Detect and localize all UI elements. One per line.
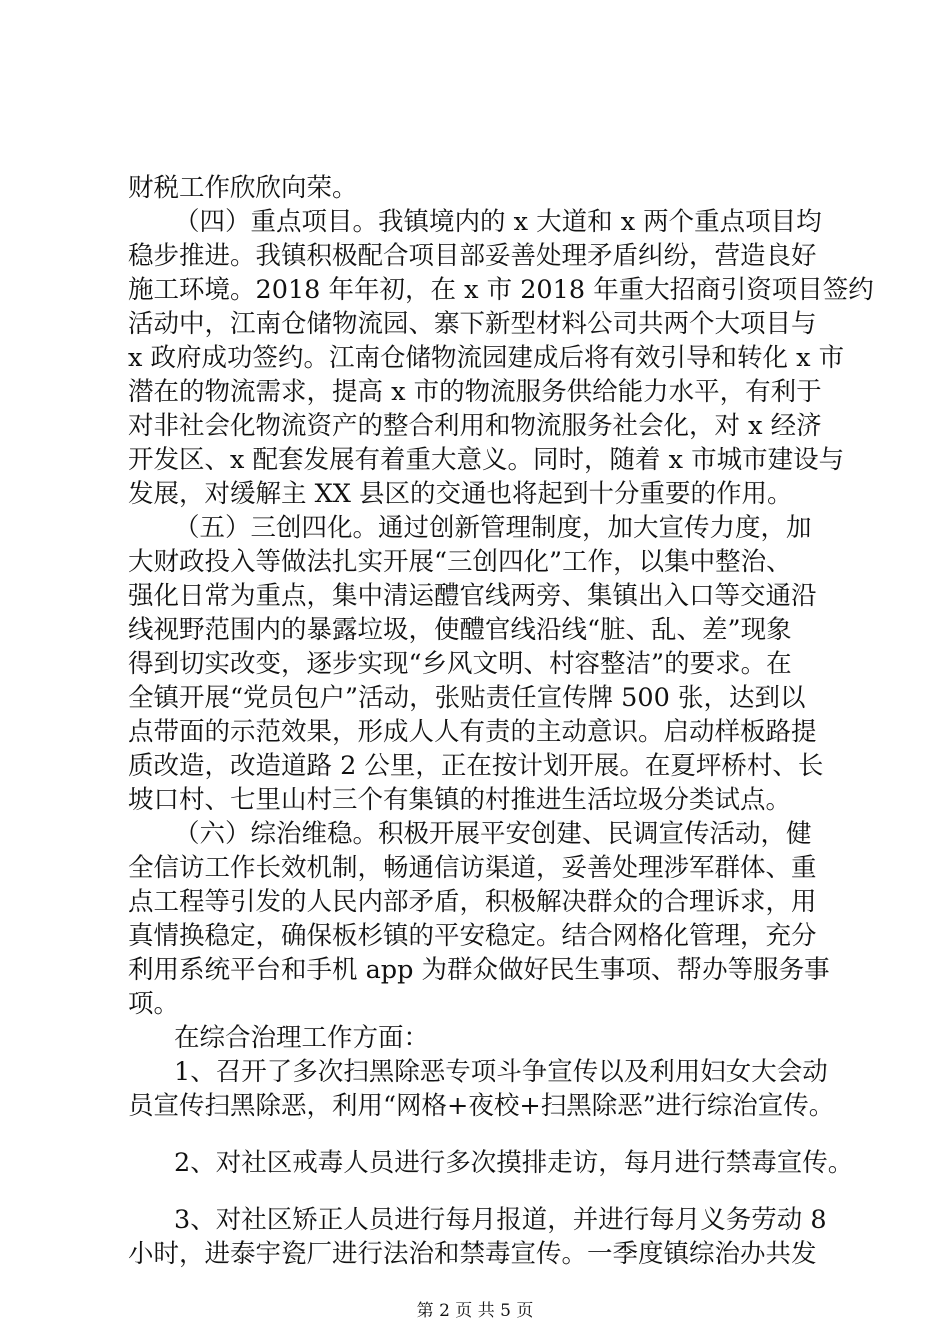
text-line: 线视野范围内的暴露垃圾，使醴官线沿线“脏、乱、差”现象 <box>128 615 792 645</box>
text-line: 利用系统平台和手机 app 为群众做好民生事项、帮办等服务事 <box>128 955 830 985</box>
text-line: 坡口村、七里山村三个有集镇的村推进生活垃圾分类试点。 <box>128 785 792 815</box>
text-line: 项。 <box>128 989 180 1019</box>
text-line: 质改造，改造道路 2 公里，正在按计划开展。在夏坪桥村、长 <box>128 751 824 781</box>
text-line: 潜在的物流需求，提高 x 市的物流服务供给能力水平，有利于 <box>128 377 822 407</box>
text-line: 点工程等引发的人民内部矛盾，积极解决群众的合理诉求，用 <box>128 887 817 917</box>
text-line: （五）三创四化。通过创新管理制度，加大宣传力度，加 <box>174 513 812 543</box>
text-line: 财税工作欣欣向荣。 <box>128 173 358 203</box>
text-line: 全信访工作长效机制，畅通信访渠道，妥善处理涉军群体、重 <box>128 853 817 883</box>
text-line: 2、对社区戒毒人员进行多次摸排走访，每月进行禁毒宣传。 <box>174 1148 854 1178</box>
text-line: 稳步推进。我镇积极配合项目部妥善处理矛盾纠纷，营造良好 <box>128 241 817 271</box>
text-line: 强化日常为重点，集中清运醴官线两旁、集镇出入口等交通沿 <box>128 581 817 611</box>
text-line: 1、召开了多次扫黑除恶专项斗争宣传以及利用妇女大会动 <box>174 1057 828 1087</box>
text-line: 点带面的示范效果，形成人人有责的主动意识。启动样板路提 <box>128 717 817 747</box>
text-line: 得到切实改变，逐步实现“乡风文明、村容整洁”的要求。在 <box>128 649 792 679</box>
text-line: （六）综治维稳。积极开展平安创建、民调宣传活动，健 <box>174 819 812 849</box>
text-line: 活动中，江南仓储物流园、寨下新型材料公司共两个大项目与 <box>128 309 817 339</box>
text-line: 3、对社区矫正人员进行每月报道，并进行每月义务劳动 8 <box>174 1205 827 1235</box>
text-line: 小时，进泰宇瓷厂进行法治和禁毒宣传。一季度镇综治办共发 <box>128 1239 817 1269</box>
text-line: 员宣传扫黑除恶，利用“网格+夜校+扫黑除恶”进行综治宣传。 <box>128 1091 835 1121</box>
text-line: 真情换稳定，确保板杉镇的平安稳定。结合网格化管理，充分 <box>128 921 817 951</box>
text-line: 大财政投入等做法扎实开展“三创四化”工作，以集中整治、 <box>128 547 792 577</box>
text-line: 发展，对缓解主 XX 县区的交通也将起到十分重要的作用。 <box>128 479 793 509</box>
text-line: （四）重点项目。我镇境内的 x 大道和 x 两个重点项目均 <box>174 207 822 237</box>
text-line: 全镇开展“党员包户”活动，张贴责任宣传牌 500 张，达到以 <box>128 683 806 713</box>
text-line: x 政府成功签约。江南仓储物流园建成后将有效引导和转化 x 市 <box>128 343 845 373</box>
text-line: 开发区、x 配套发展有着重大意义。同时，随着 x 市城市建设与 <box>128 445 845 475</box>
page-number-footer: 第 2 页 共 5 页 <box>416 1301 534 1321</box>
text-line: 对非社会化物流资产的整合利用和物流服务社会化，对 x 经济 <box>128 411 822 441</box>
text-line: 在综合治理工作方面： <box>174 1023 430 1053</box>
text-line: 施工环境。2018 年年初，在 x 市 2018 年重大招商引资项目签约 <box>128 275 874 305</box>
